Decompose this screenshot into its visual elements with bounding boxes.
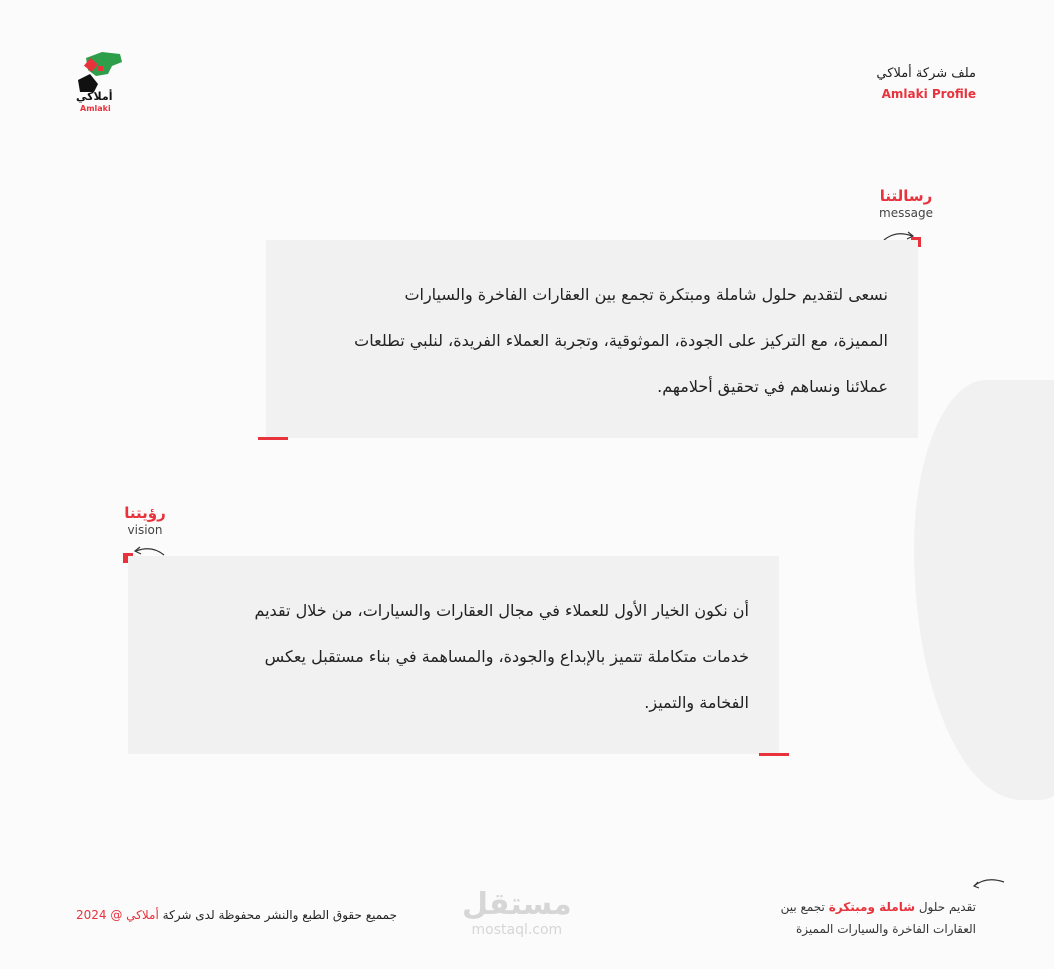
tagline-post: تجمع بين bbox=[780, 900, 829, 914]
footer-copyright bbox=[76, 908, 397, 922]
background-map-shape bbox=[914, 380, 1054, 800]
header bbox=[876, 66, 976, 101]
vision-line-2: خدمات متكاملة تتميز بالإبداع والجودة، والمساهمة في بناء مستقبل يعكس bbox=[264, 647, 749, 666]
mission-line-3: عملائنا ونساهم في تحقيق أحلامهم. bbox=[657, 377, 888, 396]
footer-tagline bbox=[781, 896, 976, 940]
header-title-en: Amlaki Profile bbox=[881, 87, 976, 101]
watermark-ar: مستقل bbox=[462, 887, 572, 922]
vision-line-3: الفخامة والتميز. bbox=[644, 693, 749, 712]
curved-arrow-icon bbox=[972, 876, 1008, 890]
vision-label-ar: رؤيتنا bbox=[124, 504, 166, 522]
logo-text-ar: أملاكي bbox=[76, 90, 113, 103]
vision-card bbox=[128, 556, 779, 754]
mission-label-ar: رسالتنا bbox=[879, 187, 933, 205]
copyright-text: جمميع حقوق الطبع والنشر محفوظة لدى شركة bbox=[162, 908, 397, 922]
mission-label-en: message bbox=[879, 206, 933, 220]
tagline-line2: العقارات الفاخرة والسيارات المميزة bbox=[795, 922, 976, 936]
mission-card bbox=[266, 240, 918, 438]
mostaql-watermark bbox=[462, 888, 572, 938]
mission-line-1: نسعى لتقديم حلول شاملة ومبتكرة تجمع بين العقارات الفاخرة والسيارات bbox=[404, 285, 888, 304]
tagline-pre: تقديم حلول bbox=[915, 900, 976, 914]
vision-label-en: vision bbox=[127, 523, 163, 537]
copyright-brand: أملاكي @ 2024 bbox=[76, 908, 159, 922]
amlaki-logo bbox=[72, 50, 132, 120]
vision-accent-dash bbox=[759, 753, 789, 756]
vision-line-1: أن نكون الخيار الأول للعملاء في مجال العقارات والسيارات، من خلال تقديم bbox=[254, 601, 749, 620]
watermark-en: mostaql.com bbox=[471, 922, 563, 938]
header-title-ar: ملف شركة أملاكي bbox=[876, 66, 976, 81]
mission-line-2: المميزة، مع التركيز على الجودة، الموثوقية، وتجربة العملاء الفريدة، لنلبي تطلعات bbox=[354, 331, 888, 350]
vision-label bbox=[110, 504, 180, 538]
mission-label bbox=[868, 187, 944, 221]
mission-accent-dash bbox=[258, 437, 288, 440]
logo-text-en: Amlaki bbox=[80, 104, 111, 113]
tagline-highlight: شاملة ومبتكرة bbox=[828, 900, 916, 914]
